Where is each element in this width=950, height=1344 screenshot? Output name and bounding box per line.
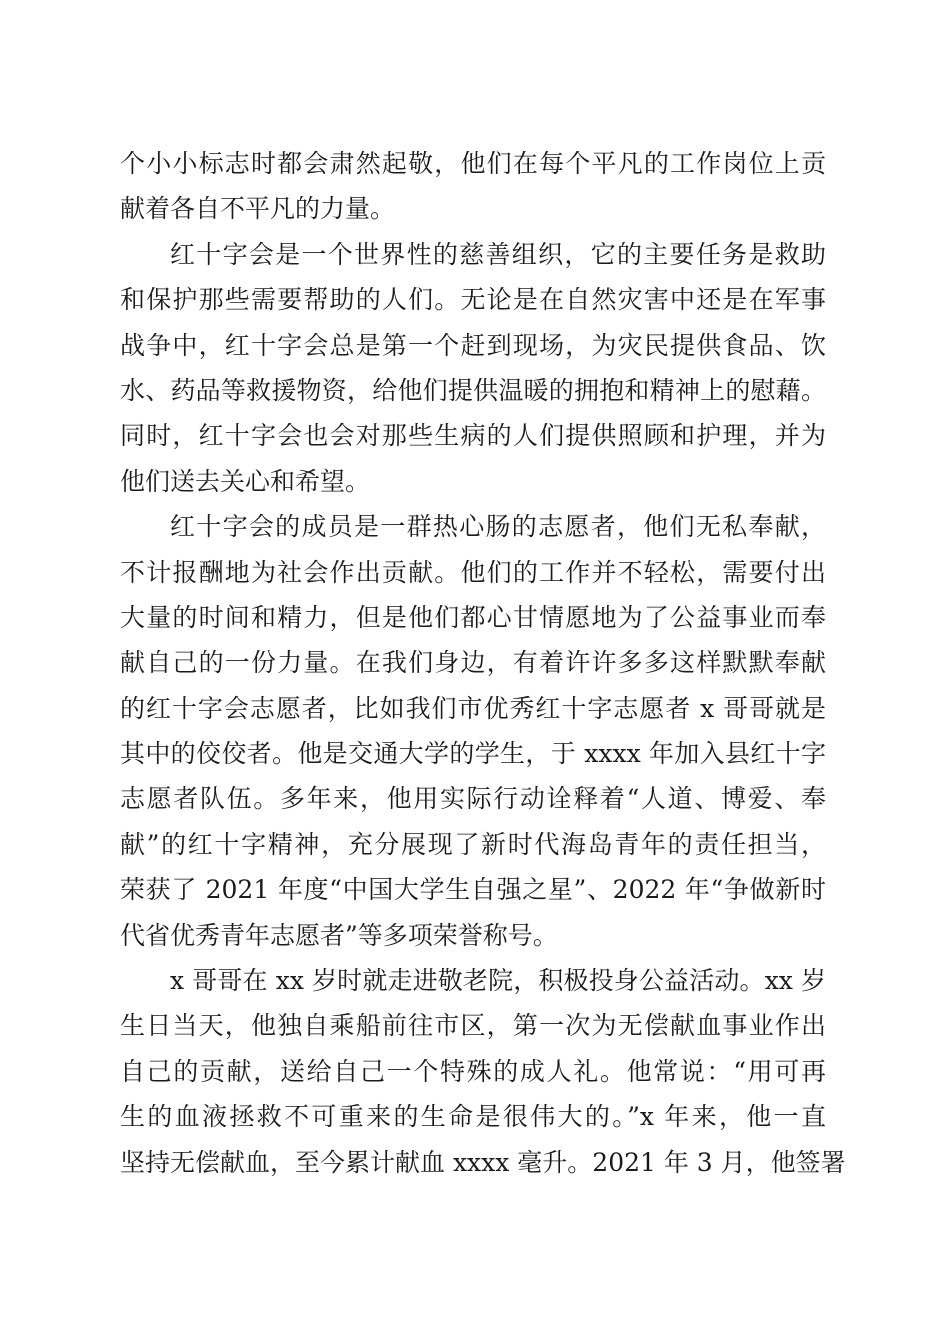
paragraph-line: 红十字会的成员是一群热心肠的志愿者，他们无私奉献，: [170, 512, 826, 542]
paragraph-line: 坚持无偿献血，至今累计献血 xxxx 毫升。2021 年 3 月，他签署: [120, 1147, 846, 1177]
paragraph-line: x 哥哥在 xx 岁时就走进敬老院，积极投身公益活动。xx 岁: [170, 966, 826, 996]
paragraph-line: 的红十字会志愿者，比如我们市优秀红十字志愿者 x 哥哥就是: [120, 693, 826, 723]
paragraph-line: 红十字会是一个世界性的慈善组织，它的主要任务是救助: [170, 239, 826, 269]
paragraph-line: 生的血液拯救不可重来的生命是很伟大的。”x 年来，他一直: [120, 1102, 826, 1132]
paragraph-line: 代省优秀青年志愿者”等多项荣誉称号。: [120, 920, 558, 950]
paragraph-4: [120, 958, 846, 1185]
paragraph-line: 和保护那些需要帮助的人们。无论是在自然灾害中还是在军事: [120, 285, 826, 315]
paragraph-line: 自己的贡献，送给自己一个特殊的成人礼。他常说：“用可再: [120, 1056, 826, 1086]
paragraph-line: 荣获了 2021 年度“中国大学生自强之星”、2022 年“争做新时: [120, 875, 826, 905]
paragraph-line: 战争中，红十字会总是第一个赶到现场，为灾民提供食品、饮: [120, 330, 826, 360]
paragraph-line: 他们送去关心和希望。: [120, 466, 371, 496]
document-body: [120, 141, 846, 1185]
paragraph-line: 其中的佼佼者。他是交通大学的学生，于 xxxx 年加入县红十字: [120, 739, 826, 769]
paragraph-line: 同时，红十字会也会对那些生病的人们提供照顾和护理，并为: [120, 421, 826, 451]
paragraph-line: 献着各自不平凡的力量。: [120, 194, 396, 224]
paragraph-line: 大量的时间和精力，但是他们都心甘情愿地为了公益事业而奉: [120, 602, 826, 632]
paragraph-3: [120, 504, 826, 958]
paragraph-line: 不计报酬地为社会作出贡献。他们的工作并不轻松，需要付出: [120, 557, 826, 587]
paragraph-1: [120, 141, 826, 232]
paragraph-line: 水、药品等救援物资，给他们提供温暖的拥抱和精神上的慰藉。: [120, 375, 826, 405]
paragraph-line: 献自己的一份力量。在我们身边，有着许许多多这样默默奉献: [120, 648, 826, 678]
paragraph-line: 志愿者队伍。多年来，他用实际行动诠释着“人道、博爱、奉: [120, 784, 826, 814]
paragraph-2: [120, 232, 826, 504]
paragraph-line: 献”的红十字精神，充分展现了新时代海岛青年的责任担当，: [120, 829, 826, 859]
paragraph-line: 个小小标志时都会肃然起敬，他们在每个平凡的工作岗位上贡: [120, 149, 826, 178]
paragraph-line: 生日当天，他独自乘船前往市区，第一次为无偿献血事业作出: [120, 1011, 826, 1041]
